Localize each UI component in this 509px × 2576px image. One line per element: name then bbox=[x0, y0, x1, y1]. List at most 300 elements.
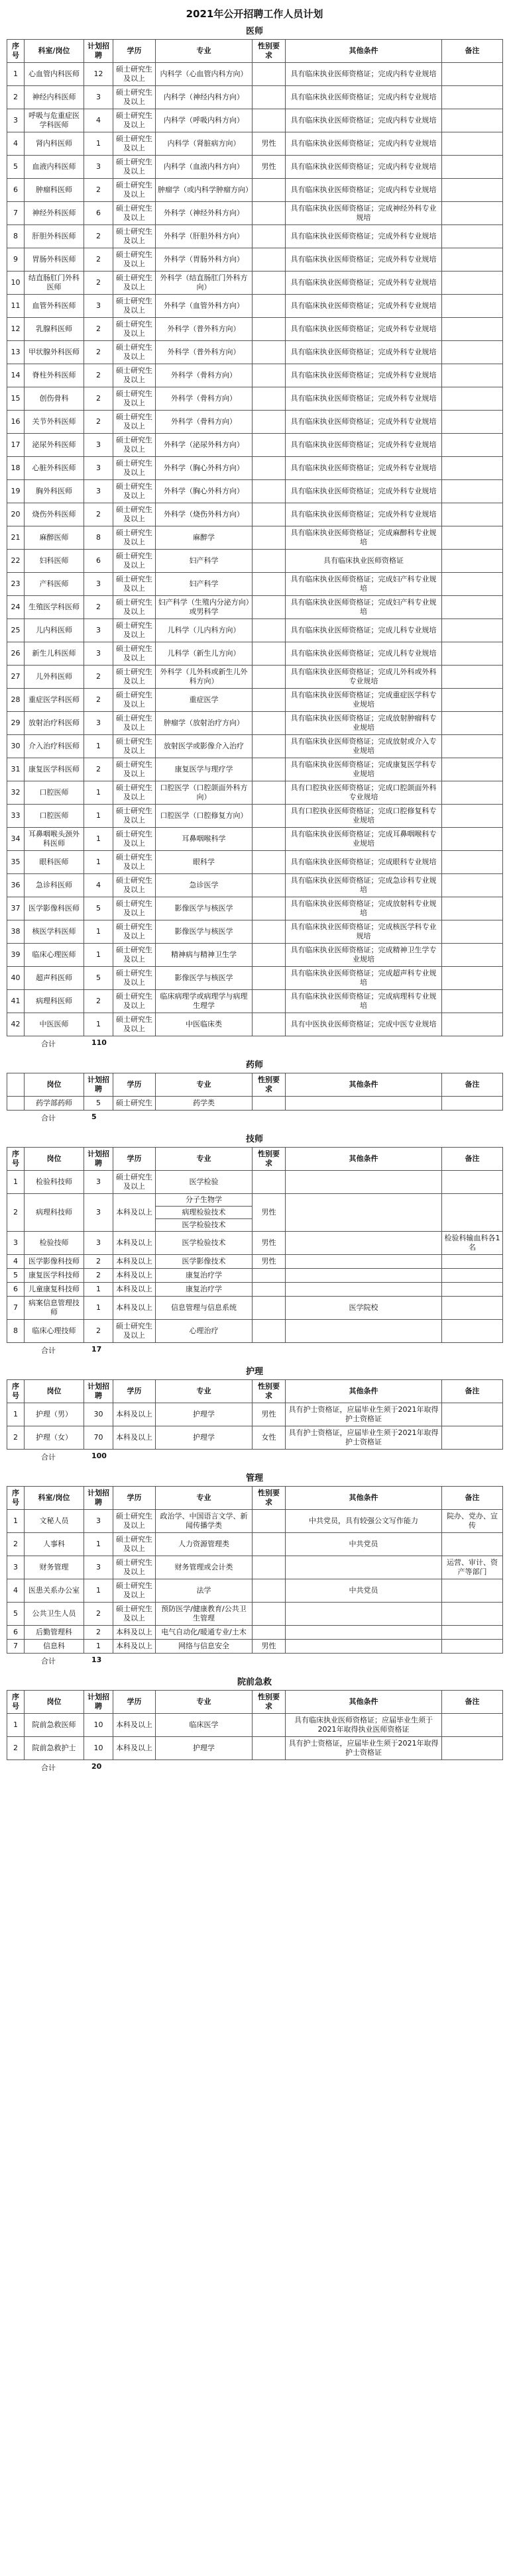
plan-table bbox=[7, 1486, 503, 1654]
cell-seq: 6 bbox=[7, 1626, 25, 1640]
cell-remark bbox=[442, 132, 503, 156]
cell-post: 甲状腺外科医师 bbox=[25, 341, 84, 364]
cell-major: 康复医学与理疗学 bbox=[156, 758, 253, 781]
cell-count: 2 bbox=[84, 689, 113, 712]
cell-seq: 27 bbox=[7, 666, 25, 689]
cell-seq: 2 bbox=[7, 1737, 25, 1760]
cell-education: 硕士研究生及以上 bbox=[113, 318, 156, 341]
cell-conditions: 中共党员 bbox=[286, 1579, 442, 1603]
cell-education: 本科及以上 bbox=[113, 1426, 156, 1450]
table-row bbox=[7, 573, 503, 596]
cell-remark bbox=[442, 758, 503, 781]
cell-conditions: 具有临床执业医师资格证；完成病理科专业规培 bbox=[286, 990, 442, 1013]
cell-remark bbox=[442, 573, 503, 596]
table-row bbox=[7, 1255, 503, 1269]
cell-gender bbox=[253, 666, 286, 689]
table-row bbox=[7, 828, 503, 851]
cell-major: 心理治疗 bbox=[156, 1320, 253, 1343]
cell-major: 临床医学 bbox=[156, 1714, 253, 1737]
total-value: 110 bbox=[91, 1038, 107, 1047]
table-row bbox=[7, 1533, 503, 1556]
table-row bbox=[7, 1013, 503, 1036]
cell-remark bbox=[442, 897, 503, 920]
cell-count: 1 bbox=[84, 944, 113, 967]
cell-count: 2 bbox=[84, 1603, 113, 1626]
cell-post: 肝胆外科医师 bbox=[25, 225, 84, 248]
cell-count: 2 bbox=[84, 318, 113, 341]
cell-remark bbox=[442, 503, 503, 526]
cell-major: 外科学（烧伤外科方向） bbox=[156, 503, 253, 526]
header-remark: 备注 bbox=[442, 1691, 503, 1714]
table-row bbox=[7, 1297, 503, 1320]
cell-major: 网络与信息安全 bbox=[156, 1640, 253, 1654]
cell-post: 中医医师 bbox=[25, 1013, 84, 1036]
cell-gender bbox=[253, 758, 286, 781]
cell-seq: 34 bbox=[7, 828, 25, 851]
cell-conditions: 具有临床执业医师资格证；完成外科专业规培 bbox=[286, 480, 442, 503]
cell-post: 医学影像科医师 bbox=[25, 897, 84, 920]
cell-seq: 15 bbox=[7, 387, 25, 411]
cell-count: 3 bbox=[84, 642, 113, 666]
cell-major: 外科学（胸心外科方向） bbox=[156, 480, 253, 503]
header-education: 学历 bbox=[113, 1148, 156, 1171]
cell-education: 硕士研究生及以上 bbox=[113, 781, 156, 805]
cell-major: 人力资源管理类 bbox=[156, 1533, 253, 1556]
cell-count: 3 bbox=[84, 619, 113, 642]
cell-gender bbox=[253, 179, 286, 202]
header-gender: 性别要求 bbox=[253, 1380, 286, 1403]
cell-education: 硕士研究生及以上 bbox=[113, 63, 156, 86]
header-post: 岗位 bbox=[25, 1691, 84, 1714]
cell-seq: 28 bbox=[7, 689, 25, 712]
section-4 bbox=[0, 1471, 509, 1667]
cell-post: 妇科医师 bbox=[25, 550, 84, 573]
cell-remark bbox=[442, 1579, 503, 1603]
cell-count: 3 bbox=[84, 573, 113, 596]
table-row bbox=[7, 1283, 503, 1297]
table-header-row bbox=[7, 1487, 503, 1510]
cell-education: 本科及以上 bbox=[113, 1640, 156, 1654]
header-major: 专业 bbox=[156, 1148, 253, 1171]
cell-conditions: 具有临床执业医师资格证；完成外科专业规培 bbox=[286, 318, 442, 341]
cell-conditions: 具有临床执业医师资格证；完成眼科专业规培 bbox=[286, 851, 442, 874]
cell-conditions: 中共党员 bbox=[286, 1533, 442, 1556]
cell-post: 生殖医学科医师 bbox=[25, 596, 84, 619]
cell-education: 硕士研究生及以上 bbox=[113, 295, 156, 318]
cell-education: 硕士研究生及以上 bbox=[113, 1556, 156, 1579]
section-title: 护理 bbox=[245, 1367, 263, 1377]
cell-education: 硕士研究生及以上 bbox=[113, 967, 156, 990]
cell-conditions: 具有临床执业医师资格证；完成内科专业规培 bbox=[286, 179, 442, 202]
cell-seq: 8 bbox=[7, 1320, 25, 1343]
cell-major: 外科学（胃肠外科方向） bbox=[156, 248, 253, 272]
cell-seq: 32 bbox=[7, 781, 25, 805]
header-education: 学历 bbox=[113, 1691, 156, 1714]
cell-education: 硕士研究生及以上 bbox=[113, 596, 156, 619]
cell-remark bbox=[442, 666, 503, 689]
cell-post: 烧伤外科医师 bbox=[25, 503, 84, 526]
total-value: 17 bbox=[91, 1345, 102, 1354]
cell-count: 1 bbox=[84, 781, 113, 805]
cell-education: 本科及以上 bbox=[113, 1194, 156, 1232]
table-row bbox=[7, 781, 503, 805]
cell-seq: 41 bbox=[7, 990, 25, 1013]
cell-seq: 26 bbox=[7, 642, 25, 666]
cell-remark bbox=[442, 109, 503, 132]
cell-remark bbox=[442, 851, 503, 874]
cell-gender bbox=[253, 225, 286, 248]
cell-count: 2 bbox=[84, 341, 113, 364]
header-remark: 备注 bbox=[442, 1148, 503, 1171]
cell-major: 妇产科学（生殖内分泌方向）或男科学 bbox=[156, 596, 253, 619]
cell-post: 药学部药师 bbox=[25, 1097, 84, 1111]
cell-remark bbox=[442, 1426, 503, 1450]
cell-education: 硕士研究生及以上 bbox=[113, 805, 156, 828]
header-count: 计划招聘 bbox=[84, 1073, 113, 1097]
cell-gender bbox=[253, 295, 286, 318]
cell-seq: 37 bbox=[7, 897, 25, 920]
cell-count: 3 bbox=[84, 457, 113, 480]
header-post: 科室/岗位 bbox=[25, 1487, 84, 1510]
cell-gender bbox=[253, 897, 286, 920]
table-row bbox=[7, 272, 503, 295]
total-row bbox=[7, 1343, 502, 1356]
cell-post: 新生儿科医师 bbox=[25, 642, 84, 666]
cell-gender bbox=[253, 86, 286, 109]
cell-major: 耳鼻咽喉科学 bbox=[156, 828, 253, 851]
cell-major: 电气自动化/暖通专业/土木 bbox=[156, 1626, 253, 1640]
cell-seq: 2 bbox=[7, 1533, 25, 1556]
cell-education: 硕士研究生及以上 bbox=[113, 666, 156, 689]
cell-gender bbox=[253, 967, 286, 990]
cell-remark bbox=[442, 1194, 503, 1232]
cell-seq: 12 bbox=[7, 318, 25, 341]
cell-count: 4 bbox=[84, 874, 113, 897]
section-title: 管理 bbox=[245, 1473, 263, 1483]
header-seq: 序号 bbox=[7, 1380, 25, 1403]
cell-post: 眼科医师 bbox=[25, 851, 84, 874]
cell-count: 2 bbox=[84, 990, 113, 1013]
header-gender: 性别要求 bbox=[253, 40, 286, 63]
cell-seq: 31 bbox=[7, 758, 25, 781]
cell-conditions: 具有临床执业医师资格证；完成儿科专业规培 bbox=[286, 642, 442, 666]
cell-gender bbox=[253, 318, 286, 341]
cell-gender bbox=[253, 1579, 286, 1603]
cell-gender bbox=[253, 1737, 286, 1760]
cell-conditions: 具有临床执业医师资格证；完成内科专业规培 bbox=[286, 109, 442, 132]
cell-count: 3 bbox=[84, 1232, 113, 1255]
cell-gender: 男性 bbox=[253, 1255, 286, 1269]
table-row bbox=[7, 503, 503, 526]
cell-conditions: 具有临床执业医师资格证；完成外科专业规培 bbox=[286, 503, 442, 526]
cell-count: 5 bbox=[84, 967, 113, 990]
cell-gender bbox=[253, 526, 286, 550]
total-value: 13 bbox=[91, 1656, 102, 1664]
cell-conditions: 中共党员，具有较强公文写作能力 bbox=[286, 1510, 442, 1533]
cell-remark bbox=[442, 295, 503, 318]
cell-major: 影像医学与核医学 bbox=[156, 897, 253, 920]
cell-major: 外科学（神经外科方向） bbox=[156, 202, 253, 225]
cell-post: 肾内科医师 bbox=[25, 132, 84, 156]
cell-post: 肿瘤科医师 bbox=[25, 179, 84, 202]
total-label: 合计 bbox=[41, 1114, 56, 1122]
cell-education: 硕士研究生及以上 bbox=[113, 503, 156, 526]
cell-remark bbox=[442, 1283, 503, 1297]
cell-conditions: 医学院校 bbox=[286, 1297, 442, 1320]
cell-post: 血管外科医师 bbox=[25, 295, 84, 318]
cell-conditions bbox=[286, 1194, 442, 1232]
cell-remark bbox=[442, 596, 503, 619]
table-row bbox=[7, 526, 503, 550]
cell-remark bbox=[442, 805, 503, 828]
table-row bbox=[7, 411, 503, 434]
header-seq: 序号 bbox=[7, 1691, 25, 1714]
table-row bbox=[7, 202, 503, 225]
cell-count: 3 bbox=[84, 1510, 113, 1533]
cell-count: 5 bbox=[84, 897, 113, 920]
section-3 bbox=[0, 1364, 509, 1463]
header-major: 专业 bbox=[156, 40, 253, 63]
cell-remark bbox=[442, 967, 503, 990]
cell-conditions: 具有临床执业医师资格证；完成麻醉科专业规培 bbox=[286, 526, 442, 550]
cell-education: 硕士研究生及以上 bbox=[113, 202, 156, 225]
cell-remark bbox=[442, 387, 503, 411]
cell-seq: 1 bbox=[7, 1171, 25, 1194]
cell-post: 康复医学科技师 bbox=[25, 1269, 84, 1283]
cell-major: 放射医学或影像介入治疗 bbox=[156, 735, 253, 758]
cell-major: 外科学（肝胆外科方向） bbox=[156, 225, 253, 248]
cell-major: 医学检验技术 bbox=[156, 1232, 253, 1255]
cell-remark bbox=[442, 642, 503, 666]
cell-major: 肿瘤学（放射治疗方向） bbox=[156, 712, 253, 735]
cell-major: 医学检验 bbox=[156, 1171, 253, 1194]
total-row bbox=[7, 1036, 502, 1050]
cell-count: 12 bbox=[84, 63, 113, 86]
table-header-row bbox=[7, 1380, 503, 1403]
cell-post: 神经外科医师 bbox=[25, 202, 84, 225]
cell-seq: 1 bbox=[7, 63, 25, 86]
cell-count: 1 bbox=[84, 1283, 113, 1297]
cell-seq: 9 bbox=[7, 248, 25, 272]
cell-count: 2 bbox=[84, 179, 113, 202]
major-item: 医学检验技术 bbox=[182, 1220, 226, 1229]
cell-remark bbox=[442, 874, 503, 897]
cell-seq: 30 bbox=[7, 735, 25, 758]
cell-seq: 6 bbox=[7, 179, 25, 202]
cell-major: 临床病理学或病理学与病理生理学 bbox=[156, 990, 253, 1013]
cell-count: 3 bbox=[84, 1194, 113, 1232]
cell-remark bbox=[442, 341, 503, 364]
cell-major: 护理学 bbox=[156, 1737, 253, 1760]
table-row bbox=[7, 1737, 503, 1760]
table-row bbox=[7, 1232, 503, 1255]
cell-post: 医患关系办公室 bbox=[25, 1579, 84, 1603]
cell-major: 外科学（血管外科方向） bbox=[156, 295, 253, 318]
header-seq: 序号 bbox=[7, 1148, 25, 1171]
cell-seq: 19 bbox=[7, 480, 25, 503]
cell-education: 本科及以上 bbox=[113, 1297, 156, 1320]
cell-education: 硕士研究生及以上 bbox=[113, 689, 156, 712]
cell-conditions: 具有临床执业医师资格证；完成儿科专业规培 bbox=[286, 619, 442, 642]
cell-major: 妇产科学 bbox=[156, 550, 253, 573]
cell-count: 3 bbox=[84, 1556, 113, 1579]
cell-count: 1 bbox=[84, 851, 113, 874]
cell-major bbox=[156, 1194, 253, 1232]
cell-remark bbox=[442, 1640, 503, 1654]
cell-remark bbox=[442, 1626, 503, 1640]
cell-conditions: 具有临床执业医师资格证；完成急诊科专业规培 bbox=[286, 874, 442, 897]
cell-remark bbox=[442, 1097, 503, 1111]
cell-post: 乳腺科医师 bbox=[25, 318, 84, 341]
cell-conditions: 具有临床执业医师资格证；完成外科专业规培 bbox=[286, 248, 442, 272]
total-label: 合计 bbox=[41, 1657, 56, 1665]
cell-post: 信息科 bbox=[25, 1640, 84, 1654]
cell-post: 放射治疗科医师 bbox=[25, 712, 84, 735]
cell-remark bbox=[442, 1297, 503, 1320]
total-label: 合计 bbox=[41, 1040, 56, 1048]
header-major: 专业 bbox=[156, 1073, 253, 1097]
cell-education: 硕士研究生及以上 bbox=[113, 480, 156, 503]
cell-conditions: 具有临床执业医师资格证；完成外科专业规培 bbox=[286, 225, 442, 248]
cell-education: 硕士研究生及以上 bbox=[113, 132, 156, 156]
total-row bbox=[7, 1450, 502, 1463]
cell-conditions bbox=[286, 1320, 442, 1343]
cell-gender bbox=[253, 689, 286, 712]
table-row bbox=[7, 1194, 503, 1232]
header-conditions: 其他条件 bbox=[286, 1380, 442, 1403]
total-value: 20 bbox=[91, 1762, 102, 1771]
header-count: 计划招聘 bbox=[84, 1148, 113, 1171]
cell-conditions bbox=[286, 1626, 442, 1640]
cell-gender bbox=[253, 1297, 286, 1320]
header-education: 学历 bbox=[113, 1380, 156, 1403]
cell-seq: 20 bbox=[7, 503, 25, 526]
cell-major: 内科学（血液内科方向） bbox=[156, 156, 253, 179]
cell-post: 超声科医师 bbox=[25, 967, 84, 990]
cell-major: 影像医学与核医学 bbox=[156, 967, 253, 990]
cell-education: 硕士研究生及以上 bbox=[113, 944, 156, 967]
total-value: 5 bbox=[91, 1113, 97, 1121]
cell-count: 2 bbox=[84, 364, 113, 387]
header-remark: 备注 bbox=[442, 1073, 503, 1097]
cell-count: 5 bbox=[84, 1097, 113, 1111]
header-seq: 序号 bbox=[7, 40, 25, 63]
cell-gender: 男性 bbox=[253, 1232, 286, 1255]
cell-seq: 11 bbox=[7, 295, 25, 318]
cell-major: 外科学（结直肠肛门外科方向） bbox=[156, 272, 253, 295]
cell-remark: 检验科输血科各1名 bbox=[442, 1232, 503, 1255]
cell-remark bbox=[442, 364, 503, 387]
header-conditions: 其他条件 bbox=[286, 40, 442, 63]
cell-conditions: 具有临床执业医师资格证；完成外科专业规培 bbox=[286, 387, 442, 411]
cell-post: 儿内科医师 bbox=[25, 619, 84, 642]
cell-education: 硕士研究生及以上 bbox=[113, 828, 156, 851]
cell-post: 心血管内科医师 bbox=[25, 63, 84, 86]
cell-education: 硕士研究生及以上 bbox=[113, 109, 156, 132]
cell-major: 眼科学 bbox=[156, 851, 253, 874]
header-remark: 备注 bbox=[442, 40, 503, 63]
table-row bbox=[7, 434, 503, 457]
cell-education: 硕士研究生及以上 bbox=[113, 387, 156, 411]
table-row bbox=[7, 1714, 503, 1737]
table-row bbox=[7, 1510, 503, 1533]
table-row bbox=[7, 666, 503, 689]
cell-conditions: 具有中医执业医师资格证；完成中医专业规培 bbox=[286, 1013, 442, 1036]
cell-count: 3 bbox=[84, 712, 113, 735]
cell-education: 硕士研究生及以上 bbox=[113, 86, 156, 109]
cell-education: 硕士研究生及以上 bbox=[113, 851, 156, 874]
cell-conditions bbox=[286, 1269, 442, 1283]
cell-count: 4 bbox=[84, 109, 113, 132]
cell-gender bbox=[253, 1320, 286, 1343]
cell-major: 麻醉学 bbox=[156, 526, 253, 550]
cell-education: 硕士研究生及以上 bbox=[113, 1320, 156, 1343]
cell-count: 6 bbox=[84, 202, 113, 225]
cell-seq: 8 bbox=[7, 225, 25, 248]
cell-education: 硕士研究生及以上 bbox=[113, 920, 156, 944]
table-row bbox=[7, 619, 503, 642]
cell-count: 10 bbox=[84, 1714, 113, 1737]
section-title: 医师 bbox=[245, 26, 263, 36]
cell-count: 3 bbox=[84, 480, 113, 503]
cell-count: 1 bbox=[84, 1297, 113, 1320]
cell-post: 呼吸与危重症医学科医师 bbox=[25, 109, 84, 132]
cell-gender bbox=[253, 642, 286, 666]
cell-gender: 男性 bbox=[253, 1640, 286, 1654]
cell-post: 关节外科医师 bbox=[25, 411, 84, 434]
total-label: 合计 bbox=[41, 1346, 56, 1355]
cell-conditions: 具有临床执业医师资格证；完成放射或介入专业规培 bbox=[286, 735, 442, 758]
cell-major: 妇产科学 bbox=[156, 573, 253, 596]
cell-gender bbox=[253, 1626, 286, 1640]
table-row bbox=[7, 387, 503, 411]
cell-remark: 运营、审计、资产等部门 bbox=[442, 1556, 503, 1579]
cell-remark bbox=[442, 318, 503, 341]
cell-conditions: 具有临床执业医师资格证；完成儿外科或外科专业规培 bbox=[286, 666, 442, 689]
cell-count: 3 bbox=[84, 156, 113, 179]
cell-major: 外科学（普外科方向） bbox=[156, 341, 253, 364]
table-row bbox=[7, 1640, 503, 1654]
cell-count: 10 bbox=[84, 1737, 113, 1760]
cell-education: 硕士研究生及以上 bbox=[113, 364, 156, 387]
cell-gender bbox=[253, 1097, 286, 1111]
table-row bbox=[7, 920, 503, 944]
cell-education: 硕士研究生及以上 bbox=[113, 1171, 156, 1194]
section-5 bbox=[0, 1675, 509, 1773]
cell-major: 外科学（骨科方向） bbox=[156, 364, 253, 387]
cell-count: 2 bbox=[84, 387, 113, 411]
cell-count: 3 bbox=[84, 434, 113, 457]
cell-conditions: 具有临床执业医师资格证；完成耳鼻咽喉科专业规培 bbox=[286, 828, 442, 851]
cell-gender: 男性 bbox=[253, 132, 286, 156]
table-row bbox=[7, 689, 503, 712]
cell-gender bbox=[253, 619, 286, 642]
cell-major: 中医临床类 bbox=[156, 1013, 253, 1036]
cell-seq: 10 bbox=[7, 272, 25, 295]
cell-post: 结直肠肛门外科医师 bbox=[25, 272, 84, 295]
cell-major: 外科学（儿外科或新生儿外科方向） bbox=[156, 666, 253, 689]
cell-remark bbox=[442, 248, 503, 272]
cell-education: 硕士研究生 bbox=[113, 1097, 156, 1111]
cell-count: 1 bbox=[84, 132, 113, 156]
cell-count: 1 bbox=[84, 1640, 113, 1654]
table-header-row bbox=[7, 1073, 503, 1097]
cell-post: 康复医学科医师 bbox=[25, 758, 84, 781]
cell-gender bbox=[253, 411, 286, 434]
cell-remark bbox=[442, 990, 503, 1013]
cell-major: 重症医学 bbox=[156, 689, 253, 712]
header-education: 学历 bbox=[113, 1487, 156, 1510]
